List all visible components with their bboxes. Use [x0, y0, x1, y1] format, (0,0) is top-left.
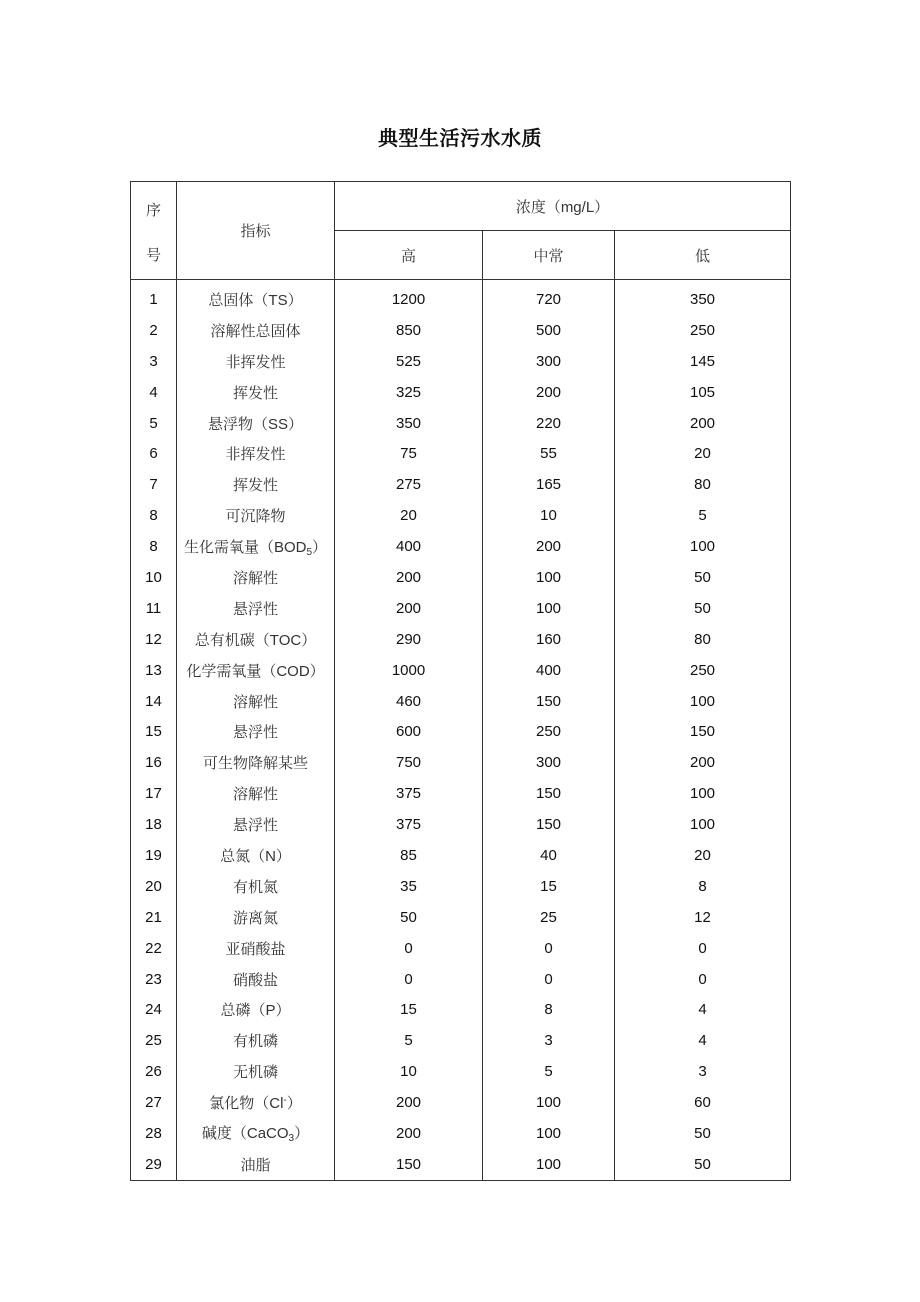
row-number: 17 [131, 778, 177, 809]
indicator-subscript: 5 [306, 546, 313, 558]
table-row [131, 562, 791, 593]
value-normal: 150 [483, 778, 615, 809]
value-normal: 100 [483, 562, 615, 593]
table-row [131, 469, 791, 500]
row-indicator: 总固体（TS） [177, 284, 335, 315]
value-high: 85 [335, 840, 483, 871]
header-index-bottom: 号 [145, 246, 161, 264]
value-high: 35 [335, 871, 483, 902]
value-normal: 220 [483, 408, 615, 439]
value-low: 50 [615, 593, 791, 624]
value-high: 200 [335, 593, 483, 624]
row-number: 14 [131, 686, 177, 717]
value-high: 850 [335, 315, 483, 346]
table-row [131, 1118, 791, 1149]
indicator-text-end: ） [312, 538, 328, 556]
value-normal: 250 [483, 716, 615, 747]
value-low: 60 [615, 1087, 791, 1118]
table-row [131, 933, 791, 964]
row-indicator: 挥发性 [177, 469, 335, 500]
value-low: 250 [615, 655, 791, 686]
value-normal: 3 [483, 1025, 615, 1056]
row-number: 18 [131, 809, 177, 840]
row-indicator: 悬浮物（SS） [177, 408, 335, 439]
value-high: 15 [335, 994, 483, 1025]
value-normal: 100 [483, 1087, 615, 1118]
table-row [131, 593, 791, 624]
value-low: 105 [615, 377, 791, 408]
value-low: 350 [615, 284, 791, 315]
indicator-text: 碱度（CaCO [201, 1125, 289, 1143]
row-indicator: 悬浮性 [177, 716, 335, 747]
value-high: 20 [335, 500, 483, 531]
value-high: 0 [335, 964, 483, 995]
value-high: 290 [335, 624, 483, 655]
table-row [131, 284, 791, 315]
header-concentration: 浓度（mg/L） [335, 182, 791, 231]
value-high: 600 [335, 716, 483, 747]
row-indicator: 可沉降物 [177, 500, 335, 531]
table-body [131, 280, 791, 1181]
value-normal: 150 [483, 686, 615, 717]
value-low: 20 [615, 840, 791, 871]
row-number: 6 [131, 438, 177, 469]
value-low: 100 [615, 778, 791, 809]
header-index-top: 序 [145, 201, 161, 219]
value-low: 250 [615, 315, 791, 346]
table-header [131, 182, 791, 280]
value-high: 1200 [335, 284, 483, 315]
value-normal: 165 [483, 469, 615, 500]
row-number: 8 [131, 531, 177, 562]
value-low: 4 [615, 994, 791, 1025]
value-normal: 500 [483, 315, 615, 346]
row-indicator: 游离氮 [177, 902, 335, 933]
value-normal: 10 [483, 500, 615, 531]
table-row [131, 500, 791, 531]
row-indicator: 溶解性 [177, 686, 335, 717]
table-row [131, 809, 791, 840]
value-normal: 150 [483, 809, 615, 840]
row-indicator: 亚硝酸盐 [177, 933, 335, 964]
page-title: 典型生活污水水质 [378, 126, 542, 150]
value-normal: 300 [483, 747, 615, 778]
value-normal: 0 [483, 964, 615, 995]
table-row [131, 902, 791, 933]
row-indicator: 有机氮 [177, 871, 335, 902]
row-indicator: 无机磷 [177, 1056, 335, 1087]
water-quality-table [130, 181, 791, 1181]
row-number: 27 [131, 1087, 177, 1118]
row-number: 3 [131, 346, 177, 377]
row-number: 16 [131, 747, 177, 778]
value-low: 100 [615, 809, 791, 840]
row-indicator: 硝酸盐 [177, 964, 335, 995]
value-high: 275 [335, 469, 483, 500]
header-index [131, 182, 177, 280]
row-indicator: 悬浮性 [177, 809, 335, 840]
header-indicator: 指标 [177, 182, 335, 280]
value-low: 50 [615, 562, 791, 593]
value-low: 100 [615, 531, 791, 562]
table-row [131, 624, 791, 655]
table-row [131, 964, 791, 995]
table-row [131, 655, 791, 686]
row-number: 23 [131, 964, 177, 995]
table-row [131, 871, 791, 902]
row-indicator [177, 531, 335, 562]
row-number: 28 [131, 1118, 177, 1149]
value-high: 200 [335, 1087, 483, 1118]
value-high: 200 [335, 1118, 483, 1149]
row-indicator: 非挥发性 [177, 438, 335, 469]
value-low: 200 [615, 747, 791, 778]
row-number: 12 [131, 624, 177, 655]
value-normal: 720 [483, 284, 615, 315]
row-indicator: 悬浮性 [177, 593, 335, 624]
row-number: 24 [131, 994, 177, 1025]
value-high: 75 [335, 438, 483, 469]
value-normal: 200 [483, 377, 615, 408]
indicator-text: 生化需氧量（BOD [183, 538, 307, 556]
table-row [131, 1025, 791, 1056]
value-low: 150 [615, 716, 791, 747]
table-row [131, 531, 791, 562]
value-low: 0 [615, 964, 791, 995]
value-low: 80 [615, 624, 791, 655]
value-high: 200 [335, 562, 483, 593]
value-normal: 100 [483, 1118, 615, 1149]
row-number: 5 [131, 408, 177, 439]
value-low: 145 [615, 346, 791, 377]
value-high: 375 [335, 809, 483, 840]
value-normal: 40 [483, 840, 615, 871]
table-row [131, 315, 791, 346]
value-normal: 55 [483, 438, 615, 469]
value-low: 50 [615, 1118, 791, 1149]
value-normal: 300 [483, 346, 615, 377]
table-row [131, 1087, 791, 1118]
value-normal: 5 [483, 1056, 615, 1087]
indicator-text: 氯化物（Cl [209, 1095, 284, 1113]
value-low: 3 [615, 1056, 791, 1087]
value-high: 10 [335, 1056, 483, 1087]
row-indicator: 非挥发性 [177, 346, 335, 377]
table-row [131, 408, 791, 439]
row-number: 4 [131, 377, 177, 408]
indicator-text-end: ） [286, 1095, 302, 1113]
value-normal: 25 [483, 902, 615, 933]
value-high: 375 [335, 778, 483, 809]
row-indicator: 挥发性 [177, 377, 335, 408]
value-high: 150 [335, 1149, 483, 1180]
value-low: 200 [615, 408, 791, 439]
row-indicator: 总磷（P） [177, 994, 335, 1025]
row-number: 15 [131, 716, 177, 747]
value-low: 0 [615, 933, 791, 964]
value-low: 5 [615, 500, 791, 531]
row-number: 2 [131, 315, 177, 346]
value-high: 460 [335, 686, 483, 717]
table-row [131, 1056, 791, 1087]
row-number: 29 [131, 1149, 177, 1180]
indicator-subscript: 3 [288, 1133, 295, 1145]
table-row [131, 438, 791, 469]
value-low: 4 [615, 1025, 791, 1056]
value-high: 400 [335, 531, 483, 562]
header-high: 高 [335, 231, 483, 280]
row-number: 7 [131, 469, 177, 500]
value-high: 5 [335, 1025, 483, 1056]
row-number: 19 [131, 840, 177, 871]
row-number: 22 [131, 933, 177, 964]
value-normal: 160 [483, 624, 615, 655]
table-row [131, 686, 791, 717]
row-indicator [177, 1087, 335, 1118]
row-indicator: 油脂 [177, 1149, 335, 1180]
value-normal: 100 [483, 1149, 615, 1180]
row-indicator: 化学需氧量（COD） [177, 655, 335, 686]
row-number: 10 [131, 562, 177, 593]
row-number: 1 [131, 284, 177, 315]
value-normal: 8 [483, 994, 615, 1025]
value-high: 350 [335, 408, 483, 439]
value-low: 80 [615, 469, 791, 500]
header-low: 低 [615, 231, 791, 280]
row-indicator: 溶解性 [177, 778, 335, 809]
value-high: 0 [335, 933, 483, 964]
header-normal: 中常 [483, 231, 615, 280]
table-row [131, 346, 791, 377]
row-number: 26 [131, 1056, 177, 1087]
table-row [131, 377, 791, 408]
value-normal: 0 [483, 933, 615, 964]
table-row [131, 747, 791, 778]
value-low: 100 [615, 686, 791, 717]
indicator-text-end: ） [294, 1125, 310, 1143]
value-high: 50 [335, 902, 483, 933]
indicator-superscript: - [283, 1095, 287, 1107]
value-normal: 15 [483, 871, 615, 902]
row-number: 20 [131, 871, 177, 902]
row-indicator: 有机磷 [177, 1025, 335, 1056]
table-row [131, 1149, 791, 1180]
row-number: 11 [131, 593, 177, 624]
value-high: 1000 [335, 655, 483, 686]
value-low: 50 [615, 1149, 791, 1180]
table-row [131, 994, 791, 1025]
value-low: 8 [615, 871, 791, 902]
row-indicator: 总氮（N） [177, 840, 335, 871]
value-low: 20 [615, 438, 791, 469]
row-indicator: 可生物降解某些 [177, 747, 335, 778]
value-normal: 100 [483, 593, 615, 624]
table-row [131, 840, 791, 871]
table-row [131, 716, 791, 747]
row-indicator: 溶解性总固体 [177, 315, 335, 346]
row-number: 13 [131, 655, 177, 686]
value-normal: 200 [483, 531, 615, 562]
row-indicator [177, 1118, 335, 1149]
row-indicator: 溶解性 [177, 562, 335, 593]
value-normal: 400 [483, 655, 615, 686]
value-high: 325 [335, 377, 483, 408]
value-low: 12 [615, 902, 791, 933]
row-number: 8 [131, 500, 177, 531]
row-number: 25 [131, 1025, 177, 1056]
value-high: 750 [335, 747, 483, 778]
value-high: 525 [335, 346, 483, 377]
row-indicator: 总有机碳（TOC） [177, 624, 335, 655]
row-number: 21 [131, 902, 177, 933]
table-row [131, 778, 791, 809]
